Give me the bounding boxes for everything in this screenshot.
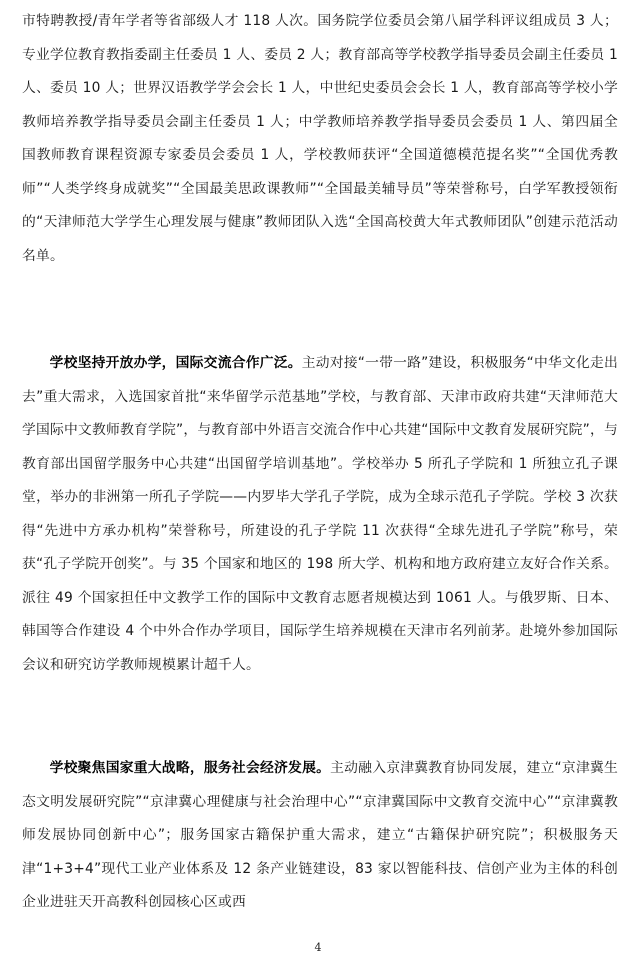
paragraph-text: 市特聘教授/青年学者等省部级人才 118 人次。国务院学位委员会第八届学科评议组成员 3 人；专业学位教育教指委副主任委员 1 人、委员 2 人；教育部高等学校教学指导委员会副主任委员 1 人、委员 10 人；世界汉语教学学会会长 1 人，中世纪史委员会会长 1 人，教育部高等学校小学教师培养教学指导委员会副主任委员 1 人；中学教师培养教学指导委员会委员 1 人、第四届全国教师教育课程资源专家委员会委员 1 人，学校教师获评“全国道德模范提名奖”“全国优秀教师”“人类学终身成就奖”“全国最美思政课教师”“全国最美辅导员”等荣誉称号，白学军教授领衔的“天津师范大学学生心理发展与健康”教师团队入选“全国高校黄大年式教师团队”创建示范活动名单。	[22, 13, 618, 264]
paragraph-lead: 学校聚焦国家重大战略，服务社会经济发展。	[49, 760, 331, 776]
paragraph-talent-honors	[22, 5, 618, 273]
paragraph-national-strategy	[22, 752, 618, 920]
paragraph-text: 主动融入京津冀教育协同发展，建立“京津冀生态文明发展研究院”“京津冀心理健康与社会治理中心”“京津冀国际中文教育交流中心”“京津冀教师发展协同创新中心”；服务国家古籍保护重大需求，建立“古籍保护研究院”；积极服务天津“1+3+4”现代工业产业体系及 12 条产业链建设，83 家以智能科技、信创产业为主体的科创企业进驻天开高教科创园核心区或西	[22, 760, 619, 910]
paragraph-lead: 学校坚持开放办学，国际交流合作广泛。	[49, 355, 302, 371]
page-number: 4	[314, 941, 322, 954]
paragraph-international-exchange	[22, 347, 618, 682]
paragraph-text: 主动对接“一带一路”建设，积极服务“中华文化走出去”重大需求，入选国家首批“来华留学示范基地”学校，与教育部、天津市政府共建“天津师范大学国际中文教师教育学院”，与教育部中外语言交流合作中心共建“国际中文教育发展研究院”，与教育部出国留学服务中心共建“出国留学培训基地”。学校举办 5 所孔子学院和 1 所独立孔子课堂，举办的非洲第一所孔子学院——内罗毕大学孔子学院，成为全球示范孔子学院。学校 3 次获得“先进中方承办机构”荣誉称号，所建设的孔子学院 11 次获得“全球先进孔子学院”称号，荣获“孔子学院开创奖”。与 35 个国家和地区的 198 所大学、机构和地方政府建立友好合作关系。派往 49 个国家担任中文教学工作的国际中文教育志愿者规模达到 1061 人。与俄罗斯、日本、韩国等合作建设 4 个中外合作办学项目，国际学生培养规模在天津市名列前茅。赴境外参加国际会议和研究访学教师规模累计超千人。	[22, 355, 618, 673]
